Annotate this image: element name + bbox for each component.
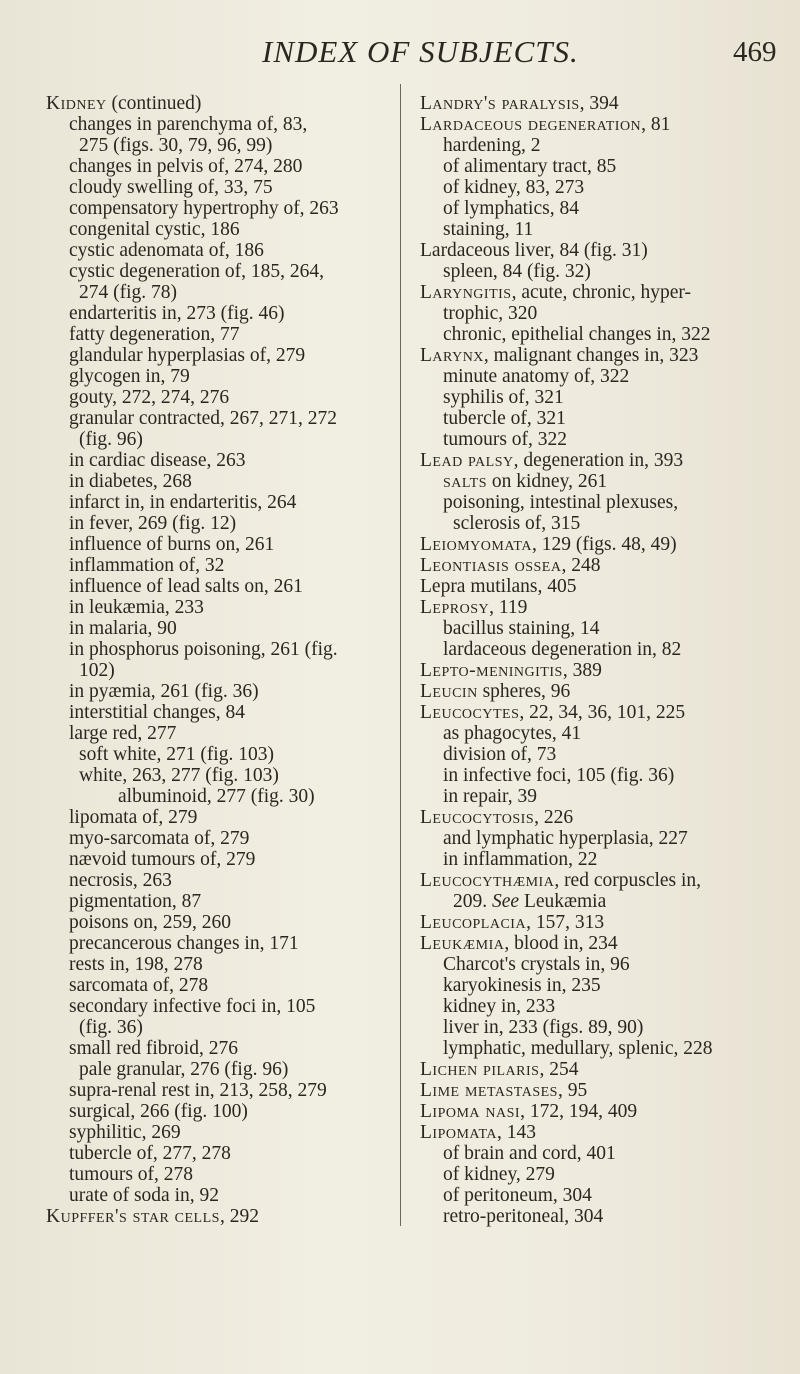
index-entry	[420, 786, 778, 807]
entry-text: Charcot's crystals in, 96	[443, 954, 630, 975]
entry-heading: Leucocythæmia	[420, 870, 555, 891]
entry-text: small red fibroid, 276	[69, 1038, 238, 1059]
index-entry	[420, 261, 778, 282]
entry-text: surgical, 266 (fig. 100)	[69, 1101, 248, 1122]
entry-text: white, 263, 277 (fig. 103)	[79, 765, 279, 786]
index-entry	[46, 1101, 381, 1122]
index-entry	[46, 849, 381, 870]
index-entry	[420, 534, 778, 555]
entry-heading: Leprosy	[420, 597, 490, 618]
entry-heading: Leukæmia	[420, 933, 505, 954]
entry-locators: , degeneration in, 393	[513, 450, 684, 471]
index-entry	[420, 849, 778, 870]
entry-text: Lepra mutilans, 405	[420, 576, 577, 597]
entry-heading: Leontiasis ossea	[420, 555, 562, 576]
index-entry	[46, 660, 381, 681]
entry-heading: Lichen pilaris	[420, 1059, 540, 1080]
index-entry	[420, 324, 778, 345]
entry-text: cloudy swelling of, 33, 75	[69, 177, 273, 198]
index-entry	[46, 219, 381, 240]
index-entry	[420, 408, 778, 429]
index-entry	[420, 1185, 778, 1206]
index-entry	[46, 534, 381, 555]
running-head	[0, 34, 800, 74]
index-entry	[420, 1122, 778, 1143]
index-entry	[420, 135, 778, 156]
entry-text: kidney in, 233	[443, 996, 556, 1017]
index-entry	[46, 1122, 381, 1143]
index-entry	[46, 240, 381, 261]
entry-text: poisoning, intestinal plexuses,	[443, 492, 679, 513]
index-entry	[420, 702, 778, 723]
entry-text: minute anatomy of, 322	[443, 366, 630, 387]
entry-text: in leukæmia, 233	[69, 597, 204, 618]
index-entry	[46, 1206, 381, 1227]
index-entry	[420, 345, 778, 366]
entry-text: urate of soda in, 92	[69, 1185, 220, 1206]
index-entry	[420, 156, 778, 177]
entry-text: gouty, 272, 274, 276	[69, 387, 230, 408]
entry-text: pigmentation, 87	[69, 891, 202, 912]
entry-text: 209.	[453, 891, 492, 912]
entry-text: precancerous changes in, 171	[69, 933, 299, 954]
index-entry	[420, 1101, 778, 1122]
index-entry	[420, 1206, 778, 1227]
entry-text: of peritoneum, 304	[443, 1185, 592, 1206]
entry-locators: , acute, chronic, hyper-	[511, 282, 691, 303]
entry-text: chronic, epithelial changes in, 322	[443, 324, 711, 345]
entry-text: lymphatic, medullary, splenic, 228	[443, 1038, 713, 1059]
entry-heading: Lepto-meningitis	[420, 660, 563, 681]
entry-text: poisons on, 259, 260	[69, 912, 231, 933]
entry-text: congenital cystic, 186	[69, 219, 240, 240]
entry-text: necrosis, 263	[69, 870, 172, 891]
entry-locators: , 143	[497, 1122, 537, 1143]
entry-text: hardening, 2	[443, 135, 541, 156]
index-entry	[46, 702, 381, 723]
entry-heading: Larynx	[420, 345, 484, 366]
index-entry	[46, 429, 381, 450]
index-entry	[420, 240, 778, 261]
index-entry	[46, 450, 381, 471]
entry-text: bacillus staining, 14	[443, 618, 600, 639]
index-entry	[46, 807, 381, 828]
index-entry	[46, 1080, 381, 1101]
entry-heading: Lipoma nasi	[420, 1101, 521, 1122]
entry-text: Lardaceous liver, 84 (fig. 31)	[420, 240, 648, 261]
entry-locators: on kidney, 261	[487, 471, 608, 492]
index-entry	[46, 576, 381, 597]
entry-text: in pyæmia, 261 (fig. 36)	[69, 681, 259, 702]
entry-text: of brain and cord, 401	[443, 1143, 616, 1164]
entry-text: spleen, 84 (fig. 32)	[443, 261, 591, 282]
entry-text: glandular hyperplasias of, 279	[69, 345, 306, 366]
index-entry	[46, 1185, 381, 1206]
index-entry	[46, 555, 381, 576]
index-entry	[46, 996, 381, 1017]
index-entry	[46, 954, 381, 975]
index-entry	[420, 723, 778, 744]
entry-text: as phagocytes, 41	[443, 723, 582, 744]
index-entry	[46, 471, 381, 492]
column-divider	[400, 84, 401, 1226]
index-entry	[420, 597, 778, 618]
entry-text: soft white, 271 (fig. 103)	[79, 744, 274, 765]
index-entry	[46, 618, 381, 639]
entry-locators: , 95	[557, 1080, 588, 1101]
entry-locators: , 119	[489, 597, 528, 618]
entry-text: tumours of, 278	[69, 1164, 194, 1185]
index-entry	[420, 471, 778, 492]
index-entry	[46, 345, 381, 366]
index-entry	[46, 597, 381, 618]
index-entry	[420, 891, 778, 912]
entry-locators: , 129 (figs. 48, 49)	[531, 534, 677, 555]
index-entry	[420, 1017, 778, 1038]
index-entry	[46, 639, 381, 660]
index-entry	[46, 93, 381, 114]
index-entry	[420, 639, 778, 660]
index-entry	[46, 135, 381, 156]
entry-text: fatty degeneration, 77	[69, 324, 240, 345]
entry-heading: Kupffer's star cells	[46, 1206, 220, 1227]
index-entry	[420, 681, 778, 702]
index-entry	[420, 954, 778, 975]
entry-text: in phosphorus poisoning, 261 (fig.	[69, 639, 338, 660]
entry-heading: Leucin	[420, 681, 478, 702]
entry-text: granular contracted, 267, 271, 272	[69, 408, 338, 429]
index-entry	[420, 996, 778, 1017]
entry-text: pale granular, 276 (fig. 96)	[79, 1059, 289, 1080]
entry-text: glycogen in, 79	[69, 366, 190, 387]
entry-text: karyokinesis in, 235	[443, 975, 601, 996]
entry-heading: Kidney	[46, 93, 107, 114]
entry-heading: salts	[443, 471, 488, 492]
index-entry	[46, 933, 381, 954]
entry-text: in malaria, 90	[69, 618, 177, 639]
index-entry	[46, 723, 381, 744]
entry-text: secondary infective foci in, 105	[69, 996, 316, 1017]
index-entry	[420, 492, 778, 513]
entry-text: in repair, 39	[443, 786, 537, 807]
index-entry	[46, 975, 381, 996]
index-entry	[420, 1164, 778, 1185]
entry-heading: Lardaceous degeneration	[420, 114, 642, 135]
entry-text: of lymphatics, 84	[443, 198, 579, 219]
entry-heading: Leucocytes	[420, 702, 520, 723]
entry-locators: , 248	[561, 555, 601, 576]
index-entry	[46, 1059, 381, 1080]
entry-locators: (continued)	[106, 93, 202, 114]
entry-text: trophic, 320	[443, 303, 538, 324]
index-entry	[420, 1059, 778, 1080]
entry-text: cystic degeneration of, 185, 264,	[69, 261, 325, 282]
entry-text: cystic adenomata of, 186	[69, 240, 264, 261]
entry-heading: Landry's paralysis	[420, 93, 580, 114]
entry-text: tumours of, 322	[443, 429, 568, 450]
entry-locators: , 389	[562, 660, 602, 681]
index-entry	[420, 1143, 778, 1164]
index-entry	[46, 156, 381, 177]
index-entry	[46, 366, 381, 387]
index-entry	[420, 1080, 778, 1101]
index-entry	[420, 303, 778, 324]
page-number: 469	[733, 36, 777, 68]
index-entry	[46, 513, 381, 534]
entry-text: interstitial changes, 84	[69, 702, 245, 723]
entry-text: influence of lead salts on, 261	[69, 576, 303, 597]
index-entry	[420, 450, 778, 471]
see-reference: See	[492, 891, 520, 912]
index-entry	[46, 324, 381, 345]
entry-text: sclerosis of, 315	[453, 513, 581, 534]
index-entry	[46, 492, 381, 513]
entry-text: 275 (figs. 30, 79, 96, 99)	[79, 135, 273, 156]
entry-locators: , 157, 313	[526, 912, 605, 933]
index-entry	[46, 114, 381, 135]
index-entry	[420, 513, 778, 534]
index-entry	[420, 576, 778, 597]
index-entry	[420, 219, 778, 240]
index-entry	[46, 681, 381, 702]
entry-locators: , 394	[579, 93, 619, 114]
entry-text: tubercle of, 321	[443, 408, 566, 429]
entry-text: 274 (fig. 78)	[79, 282, 178, 303]
entry-text: in inflammation, 22	[443, 849, 598, 870]
index-entry	[46, 1038, 381, 1059]
entry-text: albuminoid, 277 (fig. 30)	[118, 786, 315, 807]
index-entry	[46, 408, 381, 429]
index-entry	[420, 660, 778, 681]
index-entry	[420, 744, 778, 765]
index-entry	[420, 93, 778, 114]
index-column-right	[420, 93, 778, 1227]
index-entry	[420, 198, 778, 219]
index-entry	[46, 261, 381, 282]
entry-locators: , 22, 34, 36, 101, 225	[519, 702, 686, 723]
entry-heading: Lime metastases	[420, 1080, 558, 1101]
entry-text: myo-sarcomata of, 279	[69, 828, 250, 849]
entry-text: endarteritis in, 273 (fig. 46)	[69, 303, 285, 324]
entry-text: in cardiac disease, 263	[69, 450, 246, 471]
index-entry	[420, 912, 778, 933]
entry-text: sarcomata of, 278	[69, 975, 209, 996]
entry-text: inflammation of, 32	[69, 555, 225, 576]
index-entry	[420, 177, 778, 198]
entry-locators: , 81	[641, 114, 671, 135]
see-target: Leukæmia	[519, 891, 607, 912]
index-entry	[46, 870, 381, 891]
running-title: INDEX OF SUBJECTS.	[262, 34, 579, 69]
index-entry	[46, 387, 381, 408]
entry-text: changes in parenchyma of, 83,	[69, 114, 308, 135]
entry-text: compensatory hypertrophy of, 263	[69, 198, 339, 219]
entry-text: in infective foci, 105 (fig. 36)	[443, 765, 675, 786]
entry-heading: Laryngitis	[420, 282, 512, 303]
entry-locators: , red corpuscles in,	[554, 870, 702, 891]
entry-text: (fig. 36)	[79, 1017, 143, 1038]
entry-text: infarct in, in endarteritis, 264	[69, 492, 297, 513]
index-entry	[46, 198, 381, 219]
entry-text: of kidney, 279	[443, 1164, 555, 1185]
index-entry	[420, 114, 778, 135]
entry-text: syphilitic, 269	[69, 1122, 181, 1143]
entry-text: division of, 73	[443, 744, 557, 765]
entry-text: of kidney, 83, 273	[443, 177, 585, 198]
entry-text: supra-renal rest in, 213, 258, 279	[69, 1080, 327, 1101]
index-entry	[420, 1038, 778, 1059]
index-entry	[420, 828, 778, 849]
entry-text: staining, 11	[443, 219, 534, 240]
index-entry	[46, 828, 381, 849]
entry-text: tubercle of, 277, 278	[69, 1143, 231, 1164]
index-column-left	[46, 93, 381, 1227]
index-entry	[420, 870, 778, 891]
entry-text: influence of burns on, 261	[69, 534, 275, 555]
entry-text: 102)	[79, 660, 115, 681]
entry-locators: , malignant changes in, 323	[483, 345, 699, 366]
index-entry	[420, 366, 778, 387]
index-entry	[420, 555, 778, 576]
index-entry	[420, 429, 778, 450]
index-entry	[46, 786, 381, 807]
entry-text: in diabetes, 268	[69, 471, 192, 492]
index-entry	[46, 1164, 381, 1185]
entry-locators: , 226	[534, 807, 574, 828]
index-entry	[46, 912, 381, 933]
index-entry	[46, 1017, 381, 1038]
index-entry	[420, 975, 778, 996]
entry-text: liver in, 233 (figs. 89, 90)	[443, 1017, 644, 1038]
entry-locators: , 292	[219, 1206, 259, 1227]
index-entry	[46, 303, 381, 324]
entry-text: and lymphatic hyperplasia, 227	[443, 828, 688, 849]
entry-locators: spheres, 96	[477, 681, 571, 702]
entry-text: in fever, 269 (fig. 12)	[69, 513, 237, 534]
entry-text: nævoid tumours of, 279	[69, 849, 256, 870]
entry-heading: Lipomata	[420, 1122, 498, 1143]
entry-locators: , blood in, 234	[504, 933, 618, 954]
index-entry	[46, 177, 381, 198]
entry-locators: , 172, 194, 409	[520, 1101, 638, 1122]
entry-text: large red, 277	[69, 723, 177, 744]
entry-text: lipomata of, 279	[69, 807, 198, 828]
index-entry	[46, 765, 381, 786]
entry-locators: , 254	[539, 1059, 579, 1080]
index-entry	[420, 387, 778, 408]
index-entry	[46, 1143, 381, 1164]
index-entry	[420, 282, 778, 303]
entry-heading: Leiomyomata	[420, 534, 532, 555]
entry-text: (fig. 96)	[79, 429, 143, 450]
entry-heading: Leucoplacia	[420, 912, 527, 933]
index-entry	[420, 765, 778, 786]
entry-text: syphilis of, 321	[443, 387, 564, 408]
index-entry	[420, 618, 778, 639]
index-entry	[420, 933, 778, 954]
entry-heading: Lead palsy	[420, 450, 514, 471]
index-entry	[46, 891, 381, 912]
entry-text: lardaceous degeneration in, 82	[443, 639, 682, 660]
entry-text: rests in, 198, 278	[69, 954, 203, 975]
entry-text: retro-peritoneal, 304	[443, 1206, 604, 1227]
entry-text: changes in pelvis of, 274, 280	[69, 156, 303, 177]
entry-text: of alimentary tract, 85	[443, 156, 617, 177]
index-entry	[420, 807, 778, 828]
index-entry	[46, 744, 381, 765]
index-entry	[46, 282, 381, 303]
entry-heading: Leucocytosis	[420, 807, 535, 828]
